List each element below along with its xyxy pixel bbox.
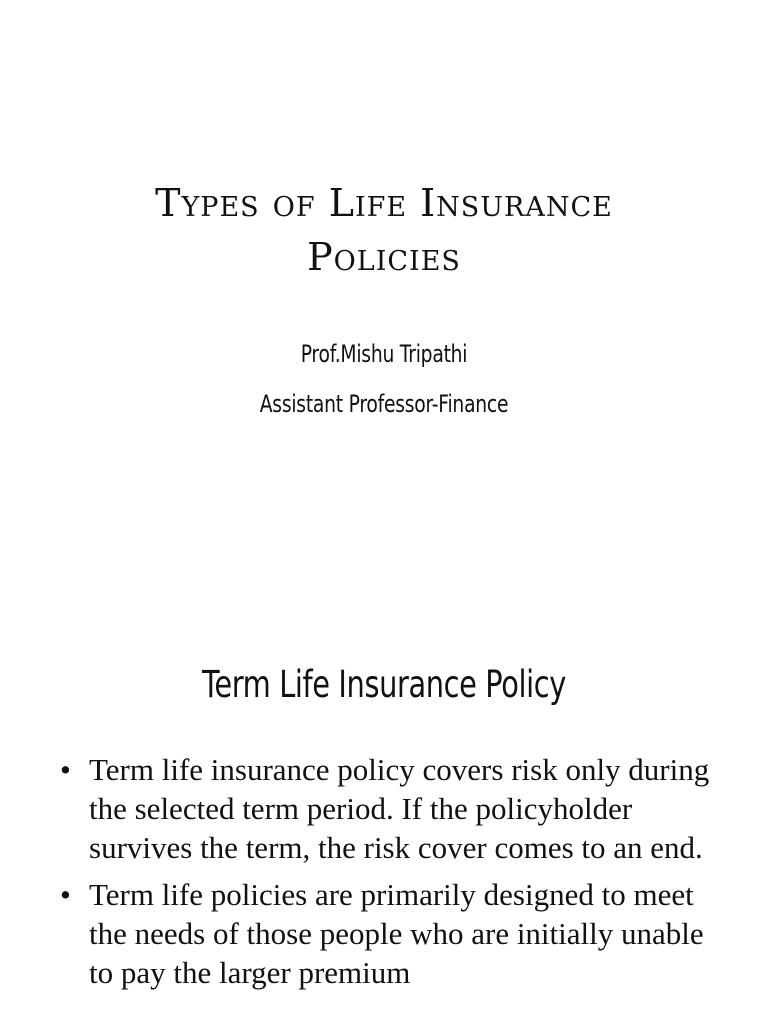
bullet-list [60,750,710,1000]
bullet-text: Term life insurance policy covers risk only during the selected term period. If the policyholder survives the term, the risk cover comes to an end. [89,752,710,865]
content-slide [0,600,768,1024]
bullet-icon: • [60,752,71,787]
slide-title [0,176,768,284]
author-name: Prof.Mishu Tripathi [300,340,468,368]
bullet-text: Term life policies are primarily designed to meet the needs of those people who are initially unable to pay the larger premium [89,877,704,990]
bullet-item [60,875,710,992]
bullet-item [60,750,710,867]
slide-title-line-2: Policies [307,235,461,279]
bullet-icon: • [60,877,71,912]
slide-title-line-1: Types of Life Insurance [155,181,613,225]
author-role: Assistant Professor-Finance [259,390,509,418]
slide-heading: Term Life Insurance Policy [202,663,566,706]
